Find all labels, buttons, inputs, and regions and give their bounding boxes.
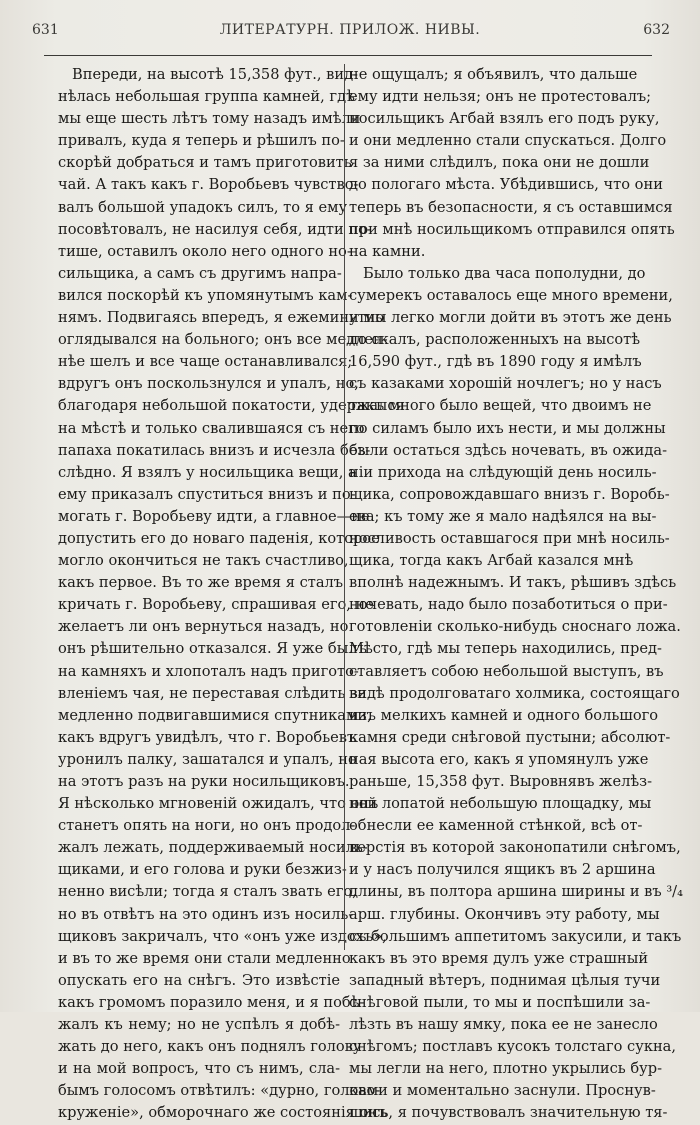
- text-line: нѣе шелъ и все чаще останавливался;: [58, 353, 353, 371]
- text-line: и въ то же время они стали медленно: [58, 949, 351, 967]
- text-line: вдругъ онъ поскользнулся и упалъ, но,: [58, 375, 359, 393]
- text-line: Мѣсто, гдѣ мы теперь находились, пред-: [349, 640, 662, 658]
- text-line: 16,590 фут., гдѣ въ 1890 году я имѣлъ: [349, 353, 642, 371]
- text-line: ему приказалъ спуститься внизъ и по-: [58, 485, 356, 503]
- text-line: какъ вдругъ увидѣлъ, что г. Воробьевъ: [58, 728, 357, 746]
- text-line: папаха покатилась внизъ и исчезла без-: [58, 441, 371, 459]
- text-line: какъ первое. Въ то же время я сталъ: [58, 574, 344, 592]
- text-line: вился поскорѣй къ упомянутымъ кам-: [58, 286, 353, 304]
- text-line: могло окончиться не такъ счастливо,: [58, 552, 349, 570]
- text-line: и на мой вопросъ, что съ нимъ, сла-: [58, 1060, 340, 1078]
- text-line: при мнѣ носильщикомъ отправился опять: [349, 220, 675, 238]
- text-line: нямъ. Подвигаясь впередъ, я ежеминутно: [58, 309, 385, 327]
- text-line: ночевать, надо было позаботиться о при-: [349, 596, 668, 614]
- text-line: были остаться здѣсь ночевать, въ ожида-: [349, 441, 668, 459]
- text-line: слѣдно. Я взялъ у носильщика вещи, а: [58, 463, 357, 481]
- text-line: такъ много было вещей, что двоимъ не: [349, 397, 652, 415]
- text-line: съ большимъ аппетитомъ закусили, и такъ: [349, 927, 682, 945]
- text-line: Впереди, на высотѣ 15,358 фут., вид-: [72, 66, 358, 83]
- text-line: вполнѣ надежнымъ. И такъ, рѣшивъ здѣсь: [349, 574, 677, 592]
- text-line: съ казаками хорошій ночлегъ; но у насъ: [349, 375, 662, 393]
- text-line: желаетъ ли онъ вернуться назадъ, но: [58, 618, 349, 636]
- text-line: щика, тогда какъ Агбай казался мнѣ: [349, 552, 634, 570]
- text-line: жалъ лежать, поддерживаемый носиль-: [58, 839, 368, 857]
- text-line: по силамъ было ихъ нести, и мы должны: [349, 419, 666, 437]
- text-line: станетъ опять на ноги, но онъ продол-: [58, 817, 356, 835]
- text-line: сильщика, а самъ съ другимъ напра-: [58, 264, 342, 282]
- text-line: щиковъ закричалъ, что «онъ уже издохъ»,: [58, 927, 387, 945]
- journal-title: ЛИТЕРАТУРН. ПРИЛОЖ. НИВЫ.: [219, 22, 481, 38]
- text-line: арш. глубины. Окончивъ эту работу, мы: [349, 905, 660, 923]
- text-line: допустить его до новаго паденія, которое: [58, 529, 380, 547]
- text-line: сумерекъ оставалось еще много времени,: [349, 286, 673, 304]
- text-line: жалъ къ нему; но не успѣлъ я добѣ-: [58, 1016, 340, 1034]
- text-line: верстія въ которой законопатили снѣгомъ,: [349, 839, 681, 857]
- text-line: снѣгомъ; постлавъ кусокъ толстаго сукна,: [349, 1038, 677, 1056]
- text-line: мы еще шесть лѣтъ тому назадъ имѣли: [58, 110, 361, 128]
- text-line: ему идти нельзя; онъ не протестовалъ;: [349, 88, 652, 106]
- text-line: вленіемъ чая, не переставая слѣдить за: [58, 684, 367, 702]
- text-line: щиками, и его голова и руки безжиз-: [58, 861, 347, 879]
- text-line: изъ мелкихъ камней и одного большого: [349, 706, 659, 724]
- text-line: какъ въ это время дулъ уже страшный: [349, 949, 649, 967]
- text-line: посовѣтовалъ, не насилуя себя, идти по-: [58, 220, 372, 238]
- text-line: ева; къ тому же я мало надѣялся на вы-: [349, 507, 657, 525]
- text-line: круженіе», обморочнаго же состоянія онъ: [58, 1104, 388, 1122]
- text-line: нѣлась небольшая группа камней, гдѣ: [58, 88, 355, 106]
- text-line: не ощущалъ; я объявилъ, что дальше: [349, 66, 638, 83]
- text-line: ненно висѣли; тогда я сталъ звать его,: [58, 883, 357, 901]
- text-line: до пологаго мѣста. Убѣдившись, что они: [349, 176, 663, 194]
- right-column: [349, 64, 683, 1125]
- text-line: готовленіи сколько-нибудь сноснаго ложа.: [349, 618, 681, 636]
- text-line: какъ громомъ поразило меня, и я побѣ-: [58, 993, 365, 1011]
- text-line: могать г. Воробьеву идти, а главное—не: [58, 507, 370, 525]
- text-line: онъ рѣшительно отказался. Я уже былъ: [58, 640, 367, 658]
- text-line: ная высота его, какъ я упомянулъ уже: [349, 750, 649, 768]
- text-line: на этотъ разъ на руки носильщиковъ.: [58, 773, 350, 790]
- text-line: щика, сопровождавшаго внизъ г. Воробь-: [349, 485, 670, 503]
- header-rule: [44, 55, 652, 56]
- text-line: носильщикъ Агбай взялъ его подъ руку,: [349, 110, 660, 128]
- text-line: Было только два часа пополудни, до: [363, 264, 646, 282]
- text-line: и они медленно стали спускаться. Долго: [349, 132, 667, 150]
- text-line: и у насъ получился ящикъ въ 2 аршина: [349, 861, 656, 879]
- text-line: шись, я почувствовалъ значительную тя-: [349, 1104, 668, 1122]
- text-line: камня среди снѣговой пустыни; абсолют-: [349, 728, 671, 746]
- text-line: уронилъ палку, зашатался и упалъ, но: [58, 750, 357, 768]
- text-line: на камни.: [349, 242, 426, 260]
- text-line: снѣговой пыли, то мы и поспѣшили за-: [349, 993, 651, 1011]
- text-line: западный вѣтеръ, поднимая цѣлыя тучи: [349, 971, 661, 989]
- text-line: теперь въ безопасности, я съ оставшимся: [349, 198, 673, 216]
- text-line: я за ними слѣдилъ, пока они не дошли: [349, 154, 650, 172]
- text-line: валъ большой упадокъ силъ, то я ему: [58, 198, 348, 216]
- text-line: ніи прихода на слѣдующій день носиль-: [349, 463, 657, 481]
- text-line: опускать его на снѣгъ. Это извѣстіе: [58, 971, 340, 989]
- text-line: ной лопатой небольшую площадку, мы: [349, 795, 652, 813]
- text-line: раньше, 15,358 фут. Выровнявъ желѣз-: [349, 773, 653, 790]
- text-line: и мы легко могли дойти въ этотъ же день: [349, 309, 672, 327]
- text-line: тише, оставилъ около него одного но-: [58, 242, 352, 260]
- running-header: [28, 22, 672, 46]
- text-line: видѣ продолговатаго холмика, состоящаго: [349, 684, 680, 702]
- text-line: обнесли ее каменной стѣнкой, всѣ от-: [349, 817, 643, 835]
- text-line: на мѣстѣ и только свалившаяся съ него: [58, 419, 365, 437]
- text-line: мы легли на него, плотно укрылись бур-: [349, 1060, 663, 1078]
- text-line: лѣзть въ нашу ямку, пока ее не занесло: [349, 1016, 658, 1034]
- text-line: скорѣй добраться и тамъ приготовить: [58, 154, 352, 172]
- text-line: но въ отвѣтъ на это одинъ изъ носиль-: [58, 905, 354, 923]
- text-line: чай. А такъ какъ г. Воробьевъ чувство-: [58, 176, 359, 194]
- text-line: бымъ голосомъ отвѣтилъ: «дурно, голово-: [58, 1082, 381, 1100]
- text-line: на камняхъ и хлопоталъ надъ пригото-: [58, 662, 359, 680]
- page-number-left: 631: [32, 22, 59, 38]
- text-line: ставляетъ собою небольшой выступъ, въ: [349, 662, 664, 680]
- text-line: медленно подвигавшимися спутниками,: [58, 706, 372, 724]
- text-line: длины, въ полтора аршина ширины и въ ³/₄: [349, 883, 683, 901]
- page-number-right: 632: [643, 22, 670, 38]
- text-line: носливость оставшагося при мнѣ носиль-: [349, 529, 670, 547]
- text-line: привалъ, куда я теперь и рѣшилъ по-: [58, 132, 345, 150]
- text-line: жать до него, какъ онъ поднялъ голову: [58, 1038, 362, 1056]
- text-line: Я нѣсколько мгновеній ожидалъ, что онъ: [58, 795, 379, 813]
- column-divider: [344, 64, 345, 950]
- text-line: кричать г. Воробьеву, спрашивая его, не: [58, 596, 374, 614]
- text-line: до скалъ, расположенныхъ на высотѣ: [349, 331, 641, 349]
- text-line: благодаря небольшой покатости, удержался: [58, 397, 405, 415]
- text-line: оглядывался на больного; онъ все медлен-: [58, 331, 388, 349]
- text-line: ками и моментально заснули. Проснув-: [349, 1082, 656, 1100]
